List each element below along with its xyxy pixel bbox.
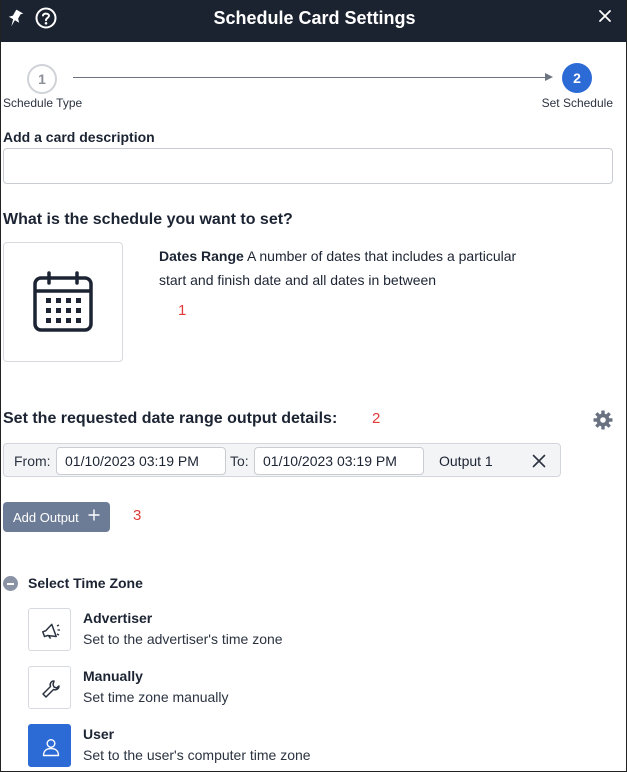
timezone-option-desc: Set to the user's computer time zone [83, 747, 311, 763]
timezone-icon-box[interactable] [28, 608, 71, 651]
timezone-icon-box[interactable] [28, 666, 71, 709]
timezone-option-user[interactable] [28, 724, 608, 768]
dates-range-description [159, 244, 529, 292]
from-datetime-input[interactable] [56, 447, 226, 475]
plus-icon [88, 509, 100, 521]
gear-icon[interactable] [593, 410, 613, 430]
calendar-icon [32, 271, 94, 333]
user-icon [40, 736, 62, 758]
step-1-circle[interactable]: 1 [27, 64, 57, 94]
description-input[interactable] [3, 148, 613, 184]
timezone-option-manually[interactable] [28, 666, 608, 710]
step-1-label[interactable]: Schedule Type [3, 96, 83, 110]
timezone-option-advertiser[interactable] [28, 608, 608, 652]
wrench-icon [40, 678, 62, 700]
remove-output-icon[interactable] [532, 454, 546, 468]
step-2-circle[interactable]: 2 [562, 63, 592, 93]
from-label: From: [14, 453, 51, 469]
annotation-1: 1 [178, 302, 187, 319]
output-row [3, 443, 561, 477]
description-label: Add a card description [3, 129, 155, 145]
timezone-option-name: Advertiser [83, 610, 153, 626]
annotation-2: 2 [372, 410, 381, 427]
add-output-button[interactable] [3, 502, 110, 532]
collapse-icon[interactable] [3, 576, 18, 591]
timezone-option-name: Manually [83, 668, 143, 684]
dialog-header [1, 0, 627, 42]
timezone-title: Select Time Zone [28, 575, 143, 591]
output-details-heading: Set the requested date range output details: [3, 410, 338, 427]
to-label: To: [230, 453, 249, 469]
stepper-connector [73, 77, 549, 78]
to-datetime-input[interactable] [254, 447, 424, 475]
dates-range-option[interactable] [3, 242, 123, 362]
add-output-label: Add Output [13, 509, 79, 525]
timezone-icon-box-selected[interactable] [28, 724, 71, 767]
output-name[interactable]: Output 1 [439, 453, 493, 469]
schedule-heading: What is the schedule you want to set? [3, 211, 293, 228]
dialog-title: Schedule Card Settings [213, 8, 416, 28]
stepper-arrow-icon [545, 73, 553, 81]
megaphone-icon [40, 620, 62, 642]
close-icon[interactable] [598, 9, 612, 23]
timezone-option-desc: Set to the advertiser's time zone [83, 631, 283, 647]
dates-range-text: A number of dates that includes a particular start and finish date and all dates in between [159, 248, 517, 288]
stepper [1, 42, 627, 112]
timezone-option-desc: Set time zone manually [83, 689, 229, 705]
dates-range-title: Dates Range [159, 248, 244, 264]
timezone-option-name: User [83, 726, 115, 742]
step-2-label[interactable]: Set Schedule [541, 96, 613, 110]
annotation-3: 3 [133, 507, 142, 524]
